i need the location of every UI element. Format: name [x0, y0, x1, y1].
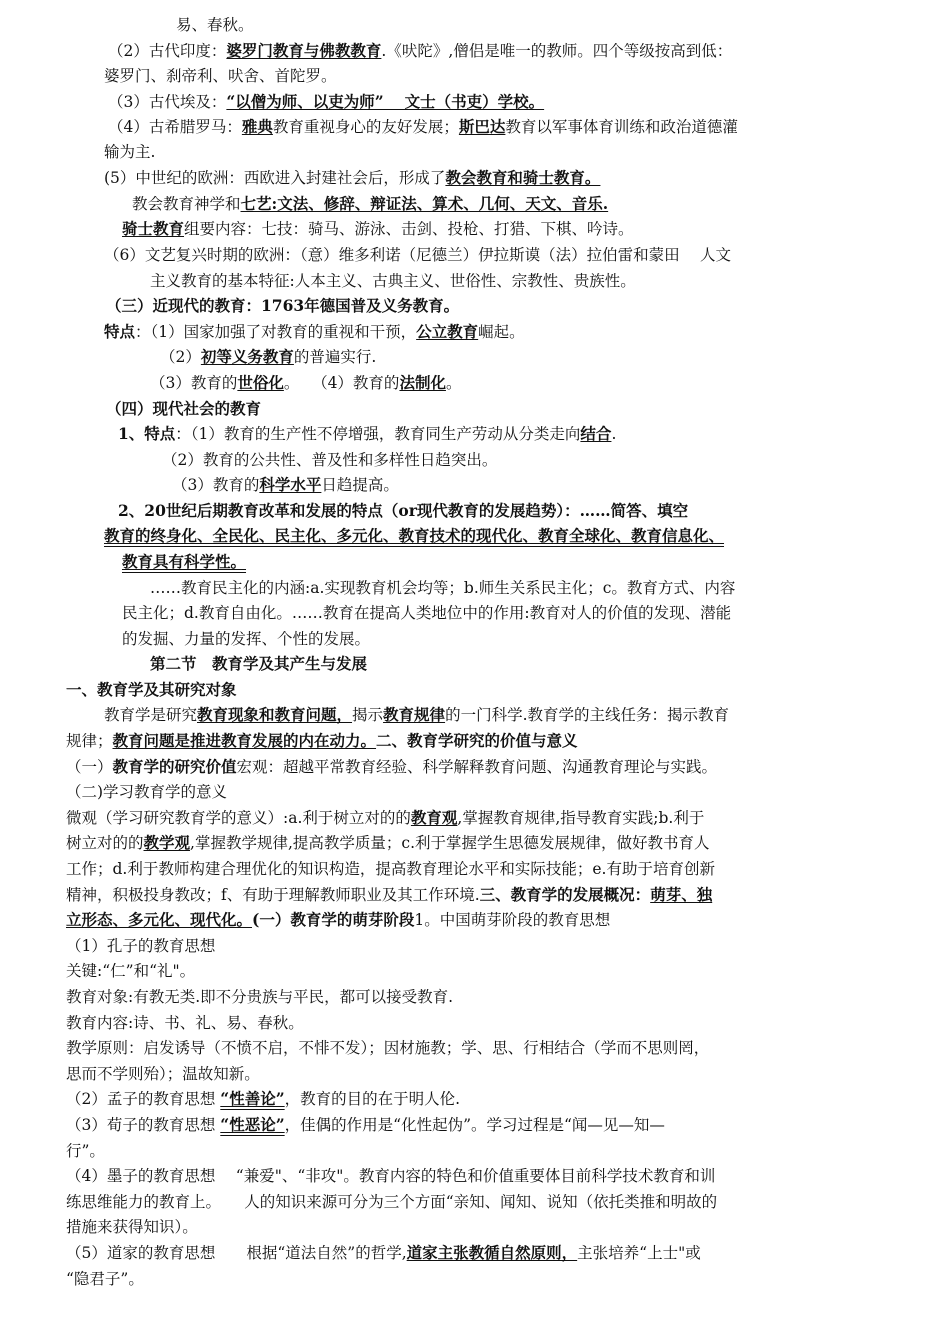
text-line [122, 551, 246, 573]
text-line [104, 65, 337, 87]
text-line [122, 218, 634, 240]
body-text: 组要内容：七技：骑马、游泳、击剑、投枪、打猎、下棋、吟诗。 [184, 220, 634, 238]
text-line [176, 14, 254, 36]
body-text: （一） [66, 758, 113, 776]
emphasis-text: (一）教育学的萌芽阶段 [252, 910, 415, 929]
emphasis-text: 结合 [580, 424, 612, 443]
body-text: （4）墨子的教育思想 “兼爱"、“非攻"。教育内容的特色和价值重要体目前科学技术教育和训 [66, 1167, 716, 1185]
body-text: （5）道家的教育思想 根据“道法自然”的哲学, [66, 1244, 407, 1262]
body-text: 。 [445, 374, 462, 392]
emphasis-text: 科学水平 [259, 475, 322, 494]
body-text: （2）教育的公共性、普及性和多样性日趋突出。 [162, 451, 498, 469]
text-line [66, 960, 195, 982]
body-text: 民主化；d.教育自由化。……教育在提高人类地位中的作用:教育对人的价值的发现、潜能 [122, 604, 732, 622]
emphasis-text: 公立教育 [416, 322, 479, 341]
emphasis-text: 萌芽、独 [650, 885, 713, 904]
text-line [108, 40, 732, 62]
body-text: 教育重视身心的友好发展； [272, 118, 459, 136]
body-text: （4）古希腊罗马： [108, 118, 242, 136]
body-text: （3）教育的 [150, 374, 238, 392]
text-line [66, 1268, 144, 1290]
text-line [66, 1114, 665, 1136]
body-text: 宏观：超越平常教育经验、科学解释教育问题、沟通教育理论与实践。 [236, 758, 718, 776]
body-text: 规律； [66, 732, 113, 750]
emphasis-text: 教育现象和教育问题， [197, 705, 353, 724]
body-text: 教育以军事体育训练和政治道德灌 [505, 118, 738, 136]
emphasis-text: 雅典 [241, 117, 273, 136]
body-text: ,掌握教学规律,提高教学质量；c.利于掌握学生思德发展规律，做好教书育人 [190, 834, 710, 852]
text-line [118, 423, 616, 445]
body-text: （3）教育的 [172, 476, 260, 494]
body-text: 思而不学则殆）；温故知新。 [66, 1065, 260, 1083]
body-text: 主张培养“上士"或 [577, 1244, 701, 1262]
body-text: 揭示 [352, 706, 384, 724]
emphasis-text: 2、20世纪后期教育改革和发展的特点（or现代教育的发展趋势）：……简答、填空 [118, 501, 689, 520]
emphasis-text: （三）近现代的教育：1763年德国普及义务教育。 [106, 296, 460, 315]
text-line [66, 884, 712, 906]
text-line [104, 141, 155, 163]
body-text: （2）孟子的教育思想 [66, 1090, 221, 1108]
body-text: 行”。 [66, 1142, 105, 1160]
text-line [66, 832, 710, 854]
emphasis-text: 道家主张教循自然原则， [406, 1243, 578, 1262]
body-text: ：（1）国家加强了对教育的重视和干预， [135, 323, 417, 341]
text-line [66, 1140, 105, 1162]
text-line [66, 679, 237, 701]
body-text: （3）荀子的教育思想 [66, 1116, 221, 1134]
text-line [66, 1088, 460, 1110]
emphasis-text: 七艺:文法、修辞、辩证法、算术、几何、天文、音乐. [240, 194, 609, 213]
emphasis-text: 教学观 [143, 833, 191, 852]
text-line [162, 449, 497, 471]
text-line [66, 781, 227, 803]
body-text: 的发掘、力量的发挥、个性的发展。 [122, 630, 371, 648]
emphasis-text: “以僧为师、以吏为师” 文士（书吏）学校。 [226, 92, 545, 111]
body-text: 主义教育的基本特征:人本主义、古典主义、世俗性、宗教性、贵族性。 [150, 272, 636, 290]
text-line [122, 628, 370, 650]
body-text: (5）中世纪的欧洲：西欧进入封建社会后，形成了 [104, 169, 446, 187]
body-text: 教育对象:有教无类.即不分贵族与平民，都可以接受教育. [66, 988, 454, 1006]
emphasis-text: 特点 [104, 322, 136, 341]
emphasis-text: 教育具有科学性。 [122, 552, 247, 571]
text-line [150, 653, 367, 675]
emphasis-text: 教育观 [410, 808, 458, 827]
text-line [104, 525, 724, 547]
body-text: 的一门科学.教育学的主线任务：揭示教育 [445, 706, 729, 724]
emphasis-text: 教会教育和骑士教育。 [445, 168, 601, 187]
text-line [66, 909, 610, 931]
emphasis-text: 一、教育学及其研究对象 [66, 680, 237, 699]
emphasis-text: 法制化 [399, 373, 446, 392]
text-line [104, 167, 600, 189]
body-text: ，教育的目的在于明人伦. [284, 1090, 461, 1108]
body-text: 1。中国萌芽阶段的教育思想 [414, 911, 611, 929]
body-text: 工作；d.利于教师构建合理优化的知识构造，提高教育理论水平和实际技能；e.有助于培育创新 [66, 860, 715, 878]
emphasis-text: “性善论” [220, 1089, 285, 1108]
body-text: .《吠陀》,僧侣是唯一的教师。四个等级按高到低： [381, 42, 733, 60]
emphasis-text: 第二节 教育学及其产生与发展 [150, 654, 368, 673]
text-line [150, 577, 735, 599]
body-text: ,掌握教育规律,指导教育实践;b.利于 [457, 809, 705, 827]
emphasis-text: 1、特点 [118, 424, 176, 443]
emphasis-text: 骑士教育 [122, 219, 185, 238]
text-line [66, 1037, 709, 1059]
body-text: 的普遍实行. [293, 348, 377, 366]
text-line [66, 730, 578, 752]
body-text: 婆罗门、刹帝利、吠舍、首陀罗。 [104, 67, 337, 85]
text-line [106, 295, 459, 317]
text-line [66, 807, 704, 829]
body-text: 微观（学习研究教育学的意义）:a.利于树立对的的 [66, 809, 411, 827]
body-text: “隐君子”。 [66, 1270, 144, 1288]
emphasis-text: 斯巴达 [458, 117, 506, 136]
body-text: （6）文艺复兴时期的欧洲：（意）维多利诺（尼德兰）伊拉斯谟（法）拉伯雷和蒙田 人文 [104, 246, 732, 264]
body-text: 教学原则：启发诱导（不愤不启，不悱不发）；因材施教；学、思、行相结合（学而不思则罔， [66, 1039, 710, 1057]
body-text: （3）古代埃及： [108, 93, 227, 111]
emphasis-text: “性恶论” [220, 1115, 285, 1134]
text-line [66, 986, 453, 1008]
emphasis-text: 教育问题是推进教育发展的内在动力。 [112, 731, 377, 750]
text-line [66, 1216, 198, 1238]
emphasis-text: 婆罗门教育与佛教教育 [226, 41, 382, 60]
emphasis-text: 三、教育学的发展概况： [479, 885, 651, 904]
text-line [66, 1242, 701, 1264]
body-text: （2） [160, 348, 201, 366]
body-text: （二)学习教育学的意义 [66, 783, 228, 801]
text-line [160, 346, 376, 368]
body-text: 教育内容:诗、书、礼、易、春秋。 [66, 1014, 304, 1032]
body-text: 树立对的的 [66, 834, 144, 852]
body-text: ，佳偶的作用是“化性起伪”。学习过程是“闻—见—知— [284, 1116, 665, 1134]
body-text: 。 （4）教育的 [283, 374, 400, 392]
body-text: 输为主. [104, 143, 156, 161]
body-text: （2）古代印度： [108, 42, 227, 60]
emphasis-text: 教育学的研究价值 [112, 757, 237, 776]
text-line [66, 935, 215, 957]
text-line [104, 244, 731, 266]
text-line [66, 1191, 717, 1213]
body-text: 日趋提高。 [321, 476, 399, 494]
body-text: 关键:“仁”和“礼"。 [66, 962, 196, 980]
emphasis-text: 世俗化 [237, 373, 284, 392]
body-text: . [611, 425, 617, 443]
body-text: 精神，积极投身教改；f、有助于理解教师职业及其工作环境. [66, 886, 480, 904]
body-text: 措施来获得知识）。 [66, 1218, 198, 1236]
emphasis-text: 二、教育学研究的价值与意义 [376, 731, 578, 750]
body-text: 易、春秋。 [176, 16, 254, 34]
text-line [132, 193, 608, 215]
body-text: 崛起。 [478, 323, 525, 341]
emphasis-text: 立形态、多元化、现代化。 [66, 910, 253, 929]
emphasis-text: 初等义务教育 [200, 347, 294, 366]
text-line [66, 1063, 260, 1085]
text-line [108, 116, 738, 138]
body-text: （1）孔子的教育思想 [66, 937, 216, 955]
text-line [104, 321, 525, 343]
text-line [66, 1165, 715, 1187]
emphasis-text: 教育的终身化、全民化、民主化、多元化、教育技术的现代化、教育全球化、教育信息化、 [104, 526, 725, 545]
text-line [104, 704, 729, 726]
body-text: 教会教育神学和 [132, 195, 241, 213]
body-text: ……教育民主化的内涵:a.实现教育机会均等；b.师生关系民主化；c。教育方式、内容 [150, 579, 736, 597]
text-line [108, 91, 544, 113]
text-line [118, 500, 688, 522]
text-line [106, 398, 261, 420]
text-line [150, 270, 636, 292]
body-text: 教育学是研究 [104, 706, 198, 724]
emphasis-text: （四）现代社会的教育 [106, 399, 262, 418]
body-text: ：（1）教育的生产性不停增强，教育同生产劳动从分类走向 [175, 425, 581, 443]
emphasis-text: 教育规律 [383, 705, 446, 724]
body-text: 练思维能力的教育上。 人的知识来源可分为三个方面“亲知、闻知、说知（依托类推和明故的 [66, 1193, 718, 1211]
text-line [122, 602, 731, 624]
text-line [66, 756, 717, 778]
text-line [172, 474, 399, 496]
text-line [150, 372, 461, 394]
text-line [66, 858, 715, 880]
text-line [66, 1012, 304, 1034]
